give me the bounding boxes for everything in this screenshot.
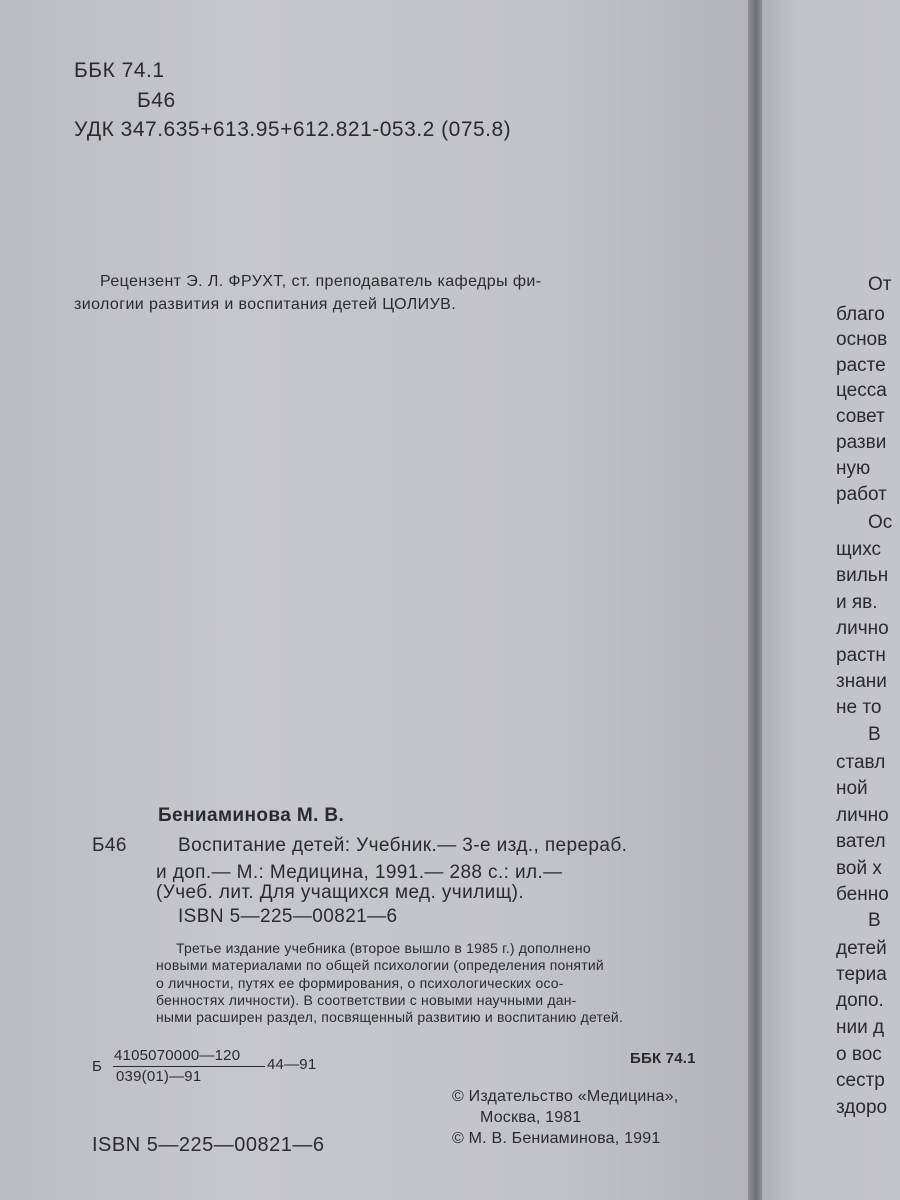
right-page-fragment: расте [836,355,886,376]
right-page-fragment: ную [836,458,871,479]
catalog-numerator: 4105070000—120 [114,1047,241,1064]
bbk-code-top: ББК 74.1 [74,59,165,82]
udk-code: УДК 347.635+613.95+612.821-053.2 (075.8) [74,118,512,141]
record-index: Б46 [92,835,127,856]
annotation-line-5: ными расширен раздел, посвященный развитию и воспитанию детей. [156,1009,624,1025]
right-page-fragment: В [868,724,881,745]
right-page-fragment: В [868,910,881,931]
catalog-bbk: ББК 74.1 [630,1050,696,1067]
record-line-3: (Учеб. лит. Для учащихся мед. училищ). [156,882,525,903]
right-page-fragment: щихс [836,539,882,560]
annotation-line-3: о личности, путях ее формирования, о психологических осо- [156,975,564,991]
bottom-isbn: ISBN 5—225—00821—6 [92,1134,325,1156]
copyright-author: © М. В. Бениаминова, 1991 [452,1130,661,1147]
right-page-fragment: допо. [836,990,884,1011]
annotation-line-1: Третье издание учебника (второе вышло в 1985 г.) дополнено [176,940,591,956]
right-page-fragment: не то [836,697,882,718]
right-page-fragment: нии д [836,1017,885,1038]
right-page-fragment: знани [836,671,887,692]
right-page-fragment: лично [836,618,889,639]
right-page-fragment: бенно [836,884,889,905]
right-page-fragment: основ [836,329,888,350]
copyright-publisher: © Издательство «Медицина», [452,1088,679,1105]
right-page-fragment: здоро [836,1097,888,1118]
catalog-suffix: 44—91 [267,1056,317,1073]
reviewer-line-1: Рецензент Э. Л. ФРУХТ, ст. преподаватель кафедры фи- [100,273,542,290]
right-page-fragment: цесса [836,380,887,401]
right-page-fragment: и яв. [836,592,878,613]
right-page-fragment: вател [836,831,886,852]
record-line-2: и доп.— М.: Медицина, 1991.— 288 с.: ил.— [156,862,563,883]
right-page-fragment: териа [836,964,887,985]
catalog-denominator: 039(01)—91 [116,1068,202,1085]
record-author: Бениаминова М. В. [158,805,345,826]
right-page-fragment: совет [836,406,885,427]
right-page-fragment: благо [836,304,885,325]
copyright-city-year: Москва, 1981 [480,1109,582,1126]
right-page-fragment: сестр [836,1070,885,1091]
right-page-fragment: ной [836,778,868,799]
right-page-fragment: лично [836,805,889,826]
catalog-fraction-line [113,1066,265,1067]
annotation-line-2: новыми материалами по общей психологии (определения понятий [156,957,604,973]
right-page-fragment: ставл [836,752,886,773]
right-page-fragment: Ос [868,512,893,533]
right-page-fragment: От [868,274,892,295]
annotation-line-4: бенностях личности). В соответствии с новыми научными дан- [156,992,577,1008]
right-page-fragment: работ [836,484,887,505]
right-page-fragment: детей [836,938,887,959]
catalog-prefix: Б [92,1058,103,1075]
right-page-fragment: разви [836,432,887,453]
reviewer-line-2: зиологии развития и воспитания детей ЦОЛИУВ. [74,296,457,313]
record-line-1: Воспитание детей: Учебник.— 3-е изд., перераб. [178,835,628,856]
author-index-top: Б46 [137,89,176,112]
record-isbn: ISBN 5—225—00821—6 [178,906,398,927]
right-page-fragment: вой х [836,858,882,879]
right-page-fragment: вильн [836,565,889,586]
right-page-fragment: растн [836,645,886,666]
right-page-fragment: о вос [836,1044,882,1065]
